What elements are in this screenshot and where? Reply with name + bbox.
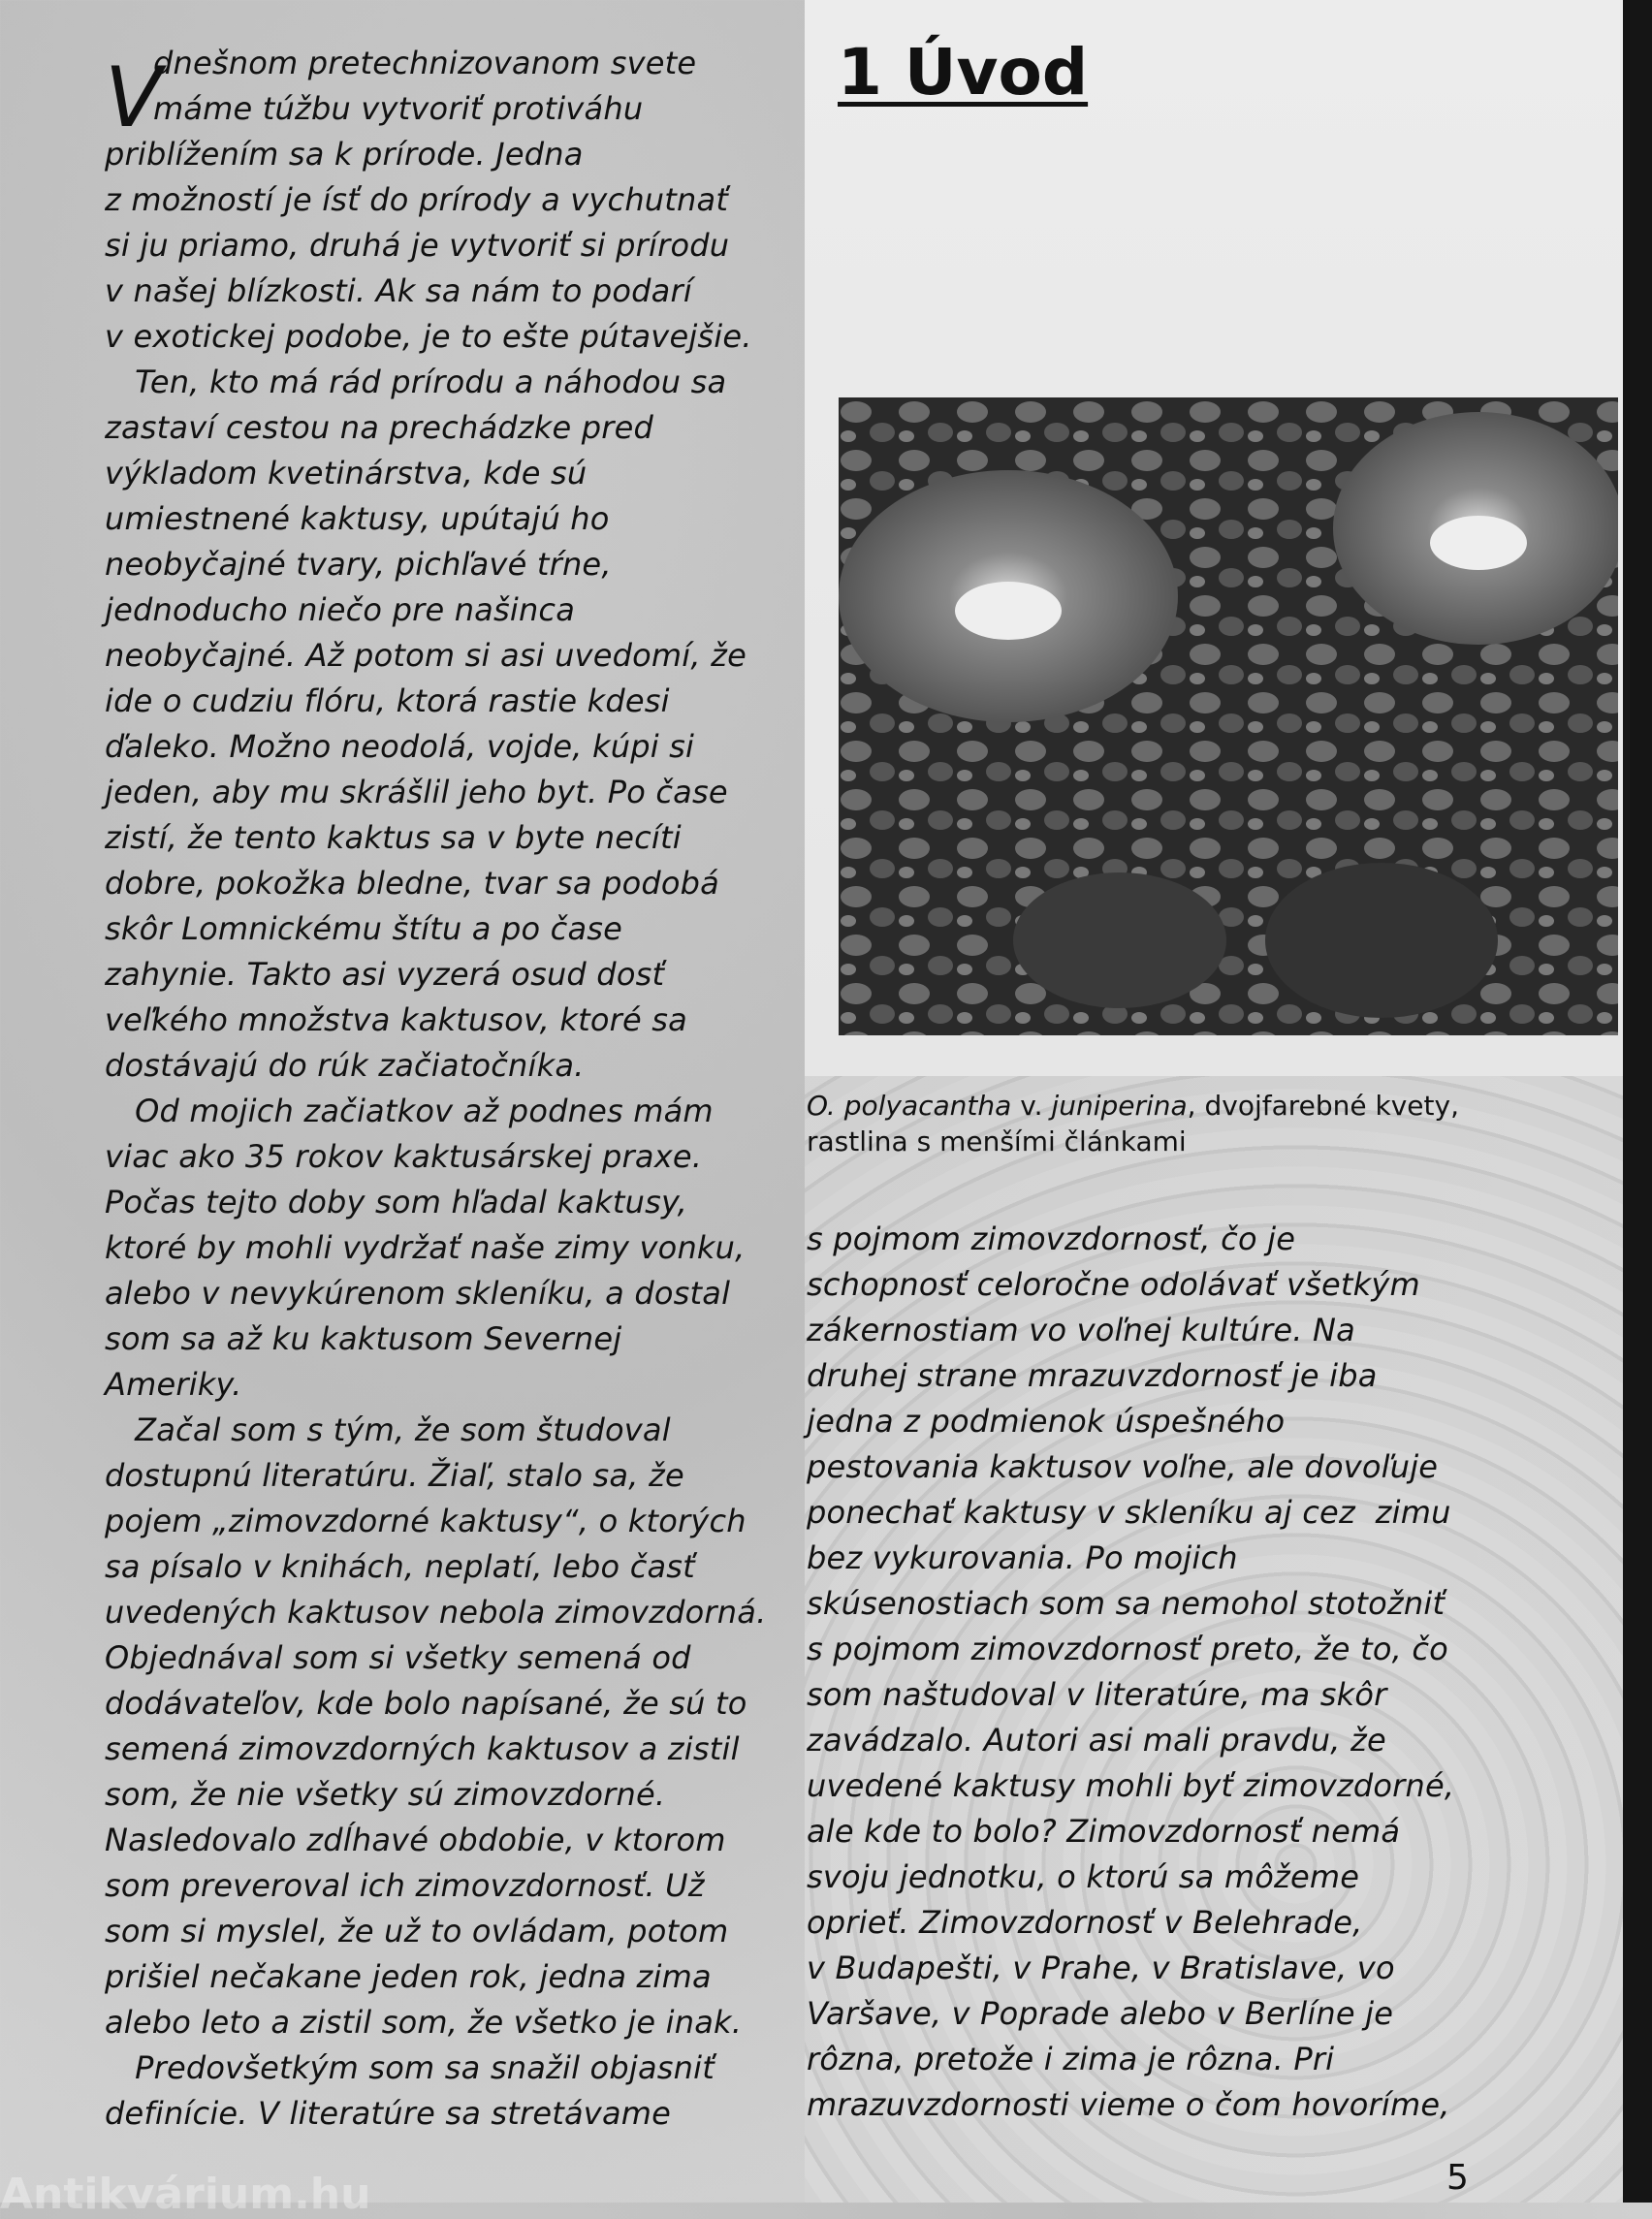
- text-line: jedna z podmienok úspešného: [807, 1403, 1286, 1440]
- text-line: svoju jednotku, o ktorú sa môžeme: [807, 1858, 1360, 1895]
- text-line: Ten, kto má rád prírodu a náhodou sa: [105, 364, 727, 400]
- text-line: dostupnú literatúru. Žiaľ, stalo sa, že: [105, 1457, 684, 1494]
- text-line: si ju priamo, druhá je vytvoriť si prírodu: [105, 227, 730, 264]
- text-line: druhej strane mrazuvzdornosť je iba: [807, 1357, 1378, 1394]
- text-line: ďaleko. Možno neodolá, vojde, kúpi si: [105, 728, 695, 765]
- text-line: výkladom kvetinárstva, kde sú: [105, 455, 588, 491]
- text-line: skúsenostiach som sa nemohol stotožniť: [807, 1585, 1446, 1622]
- text-line: dnešnom pretechnizovanom svete: [153, 45, 697, 81]
- text-line: semená zimovzdorných kaktusov a zistil: [105, 1730, 740, 1767]
- text-line: Začal som s tým, že som študoval: [105, 1411, 671, 1448]
- text-line: prišiel nečakane jeden rok, jedna zima: [105, 1958, 712, 1995]
- text-line: Počas tejto doby som hľadal kaktusy,: [105, 1184, 688, 1220]
- text-line: uvedených kaktusov nebola zimovzdorná.: [105, 1594, 767, 1631]
- text-line: pestovania kaktusov voľne, ale dovoľuje: [807, 1448, 1439, 1485]
- text-line: som si myslel, že už to ovládam, potom: [105, 1913, 729, 1950]
- text-line: mrazuvzdornosti vieme o čom hovoríme,: [807, 2086, 1450, 2123]
- right-text-column: [807, 1217, 1454, 2128]
- text-line: umiestnené kaktusy, upútajú ho: [105, 500, 610, 537]
- left-text-column: [105, 41, 766, 2137]
- text-line: v našej blízkosti. Ak sa nám to podarí: [105, 272, 692, 309]
- text-line: ponechať kaktusy v skleníku aj cez zimu: [807, 1494, 1451, 1531]
- text-line: zistí, že tento kaktus sa v byte necíti: [105, 819, 682, 856]
- text-line: sa písalo v knihách, neplatí, lebo časť: [105, 1548, 695, 1585]
- text-line: Objednával som si všetky semená od: [105, 1639, 691, 1676]
- text-line: ide o cudziu flóru, ktorá rastie kdesi: [105, 682, 670, 719]
- text-line: Predovšetkým som sa snažil objasniť: [105, 2049, 715, 2086]
- text-line: som preveroval ich zimovzdornosť. Už: [105, 1867, 705, 1904]
- text-line: dodávateľov, kde bolo napísané, že sú to: [105, 1685, 747, 1722]
- text-line: v exotickej podobe, je to ešte pútavejšie.: [105, 318, 752, 355]
- text-line: skôr Lomnickému štítu a po čase: [105, 910, 623, 947]
- text-line: som sa až ku kaktusom Severnej: [105, 1320, 622, 1357]
- text-line: schopnosť celoročne odolávať všetkým: [807, 1266, 1420, 1303]
- text-line: v Budapešti, v Prahe, v Bratislave, vo: [807, 1950, 1395, 1986]
- text-line: som naštudoval v literatúre, ma skôr: [807, 1676, 1387, 1713]
- text-line: Ameriky.: [105, 1366, 242, 1403]
- text-line: neobyčajné tvary, pichľavé tŕne,: [105, 546, 612, 583]
- text-line: jednoducho niečo pre našinca: [105, 591, 576, 628]
- text-line: viac ako 35 rokov kaktusárskej praxe.: [105, 1138, 703, 1175]
- text-line: Od mojich začiatkov až podnes mám: [105, 1093, 714, 1129]
- text-line: máme túžbu vytvoriť protiváhu: [153, 90, 644, 127]
- text-line: zahynie. Takto asi vyzerá osud dosť: [105, 956, 665, 993]
- text-line: zavádzalo. Autori asi mali pravdu, že: [807, 1722, 1386, 1759]
- text-line: pojem „zimovzdorné kaktusy“, o ktorých: [105, 1503, 747, 1539]
- chapter-heading: 1 Úvod: [838, 35, 1089, 110]
- cactus-flower-photo: [839, 397, 1618, 1035]
- page-number: 5: [1446, 2158, 1469, 2198]
- text-line: priblížením sa k prírode. Jedna: [105, 136, 584, 173]
- text-line: som, že nie všetky sú zimovzdorné.: [105, 1776, 666, 1813]
- text-line: dostávajú do rúk začiatočníka.: [105, 1047, 585, 1084]
- text-line: ale kde to bolo? Zimovzdornosť nemá: [807, 1813, 1401, 1850]
- text-line: alebo v nevykúrenom skleníku, a dostal: [105, 1275, 731, 1312]
- text-line: z možností je ísť do prírody a vychutnať: [105, 181, 729, 218]
- text-line: ktoré by mohli vydržať naše zimy vonku,: [105, 1229, 746, 1266]
- photo-caption: [807, 1088, 1459, 1159]
- caption-species: O. polyacantha: [807, 1090, 1012, 1122]
- caption-variety: juniperina: [1051, 1090, 1188, 1122]
- text-line: rôzna, pretože i zima je rôzna. Pri: [807, 2041, 1335, 2077]
- text-line: jeden, aby mu skrášlil jeho byt. Po čase: [105, 774, 728, 810]
- text-line: uvedené kaktusy mohli byť zimovzdorné,: [807, 1767, 1455, 1804]
- drop-cap: V: [105, 49, 162, 146]
- caption-rest: , dvojfarebné kvety,: [1187, 1090, 1459, 1122]
- text-line: bez vykurovania. Po mojich: [807, 1539, 1238, 1576]
- text-line: Varšave, v Poprade alebo v Berlíne je: [807, 1995, 1394, 2032]
- text-line: oprieť. Zimovzdornosť v Belehrade,: [807, 1904, 1363, 1941]
- text-line: s pojmom zimovzdornosť, čo je: [807, 1220, 1296, 1257]
- text-line: zákernostiam vo voľnej kultúre. Na: [807, 1312, 1355, 1348]
- caption-variety-abbr: v.: [1011, 1090, 1052, 1122]
- text-line: veľkého množstva kaktusov, ktoré sa: [105, 1001, 687, 1038]
- text-line: dobre, pokožka bledne, tvar sa podobá: [105, 865, 719, 902]
- text-line: alebo leto a zistil som, že všetko je inak.: [105, 2004, 743, 2041]
- text-line: zastaví cestou na prechádzke pred: [105, 409, 654, 446]
- text-line: Nasledovalo zdĺhavé obdobie, v ktorom: [105, 1822, 726, 1858]
- watermark: Antikvárium.hu: [0, 2170, 371, 2219]
- text-line: neobyčajné. Až potom si asi uvedomí, že: [105, 637, 747, 674]
- caption-line-2: rastlina s menšími článkami: [807, 1125, 1187, 1157]
- text-line: definície. V literatúre sa stretávame: [105, 2095, 672, 2132]
- page-edge: [1623, 0, 1652, 2203]
- text-line: s pojmom zimovzdornosť preto, že to, čo: [807, 1631, 1448, 1667]
